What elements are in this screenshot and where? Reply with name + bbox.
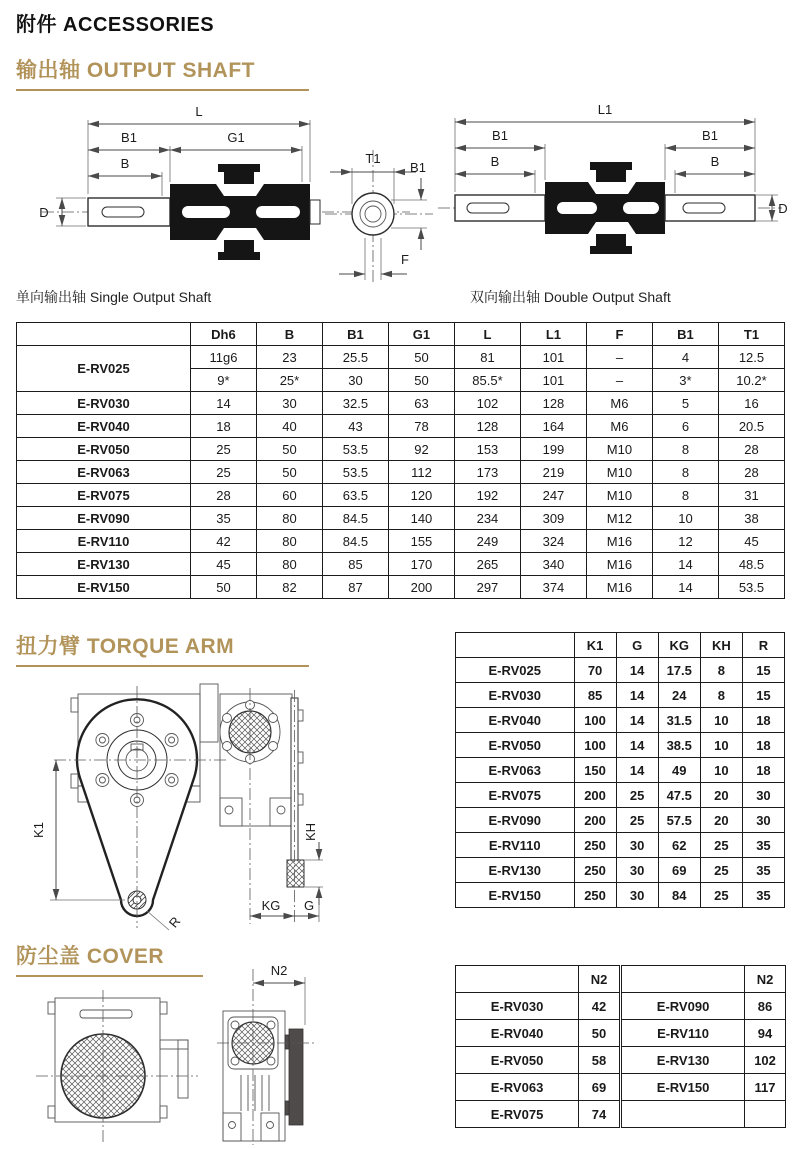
value-cell: 4 xyxy=(652,346,718,369)
cover-side-drawing xyxy=(215,963,340,1149)
value-cell: 53.5 xyxy=(322,461,388,484)
value-cell: 324 xyxy=(520,530,586,553)
table-row xyxy=(456,808,785,833)
table-row xyxy=(456,993,620,1020)
value-cell: 140 xyxy=(388,507,454,530)
value-cell: 25 xyxy=(190,438,256,461)
dim-label-B1-left: B1 xyxy=(492,128,508,143)
value-cell: 102 xyxy=(745,1047,786,1074)
column-header: T1 xyxy=(718,323,784,346)
dim-label-B-right: B xyxy=(710,154,720,169)
value-cell: 101 xyxy=(520,346,586,369)
column-header: N2 xyxy=(579,966,620,993)
table-row xyxy=(456,1101,620,1128)
value-cell: 50 xyxy=(256,438,322,461)
model-cell: E-RV063 xyxy=(456,758,575,783)
section-heading-torque-arm: 扭力臂 TORQUE ARM xyxy=(16,630,309,667)
dim-label-B1-section: B1 xyxy=(410,160,426,175)
value-cell: 10 xyxy=(700,758,742,783)
table-row xyxy=(17,392,785,415)
value-cell: 128 xyxy=(520,392,586,415)
dim-label-KH: KH xyxy=(303,822,318,842)
value-cell: – xyxy=(586,369,652,392)
table-row xyxy=(456,783,785,808)
model-cell: E-RV040 xyxy=(17,415,191,438)
value-cell: 84.5 xyxy=(322,507,388,530)
caption-double-output-shaft: 双向输出轴 Double Output Shaft xyxy=(470,289,671,305)
dim-label-T1: T1 xyxy=(365,151,381,166)
value-cell: 43 xyxy=(322,415,388,438)
value-cell: 155 xyxy=(388,530,454,553)
value-cell: 31.5 xyxy=(658,708,700,733)
value-cell: 31 xyxy=(718,484,784,507)
dim-label-B1: B1 xyxy=(121,130,137,145)
value-cell: M16 xyxy=(586,576,652,599)
table-header-row xyxy=(17,323,785,346)
model-cell: E-RV040 xyxy=(456,1020,579,1047)
value-cell: 297 xyxy=(454,576,520,599)
value-cell: 14 xyxy=(652,553,718,576)
value-cell: 173 xyxy=(454,461,520,484)
value-cell: 25* xyxy=(256,369,322,392)
value-cell: 80 xyxy=(256,530,322,553)
value-cell: 60 xyxy=(256,484,322,507)
model-cell: E-RV050 xyxy=(456,733,575,758)
value-cell: 85.5* xyxy=(454,369,520,392)
value-cell: 50 xyxy=(388,346,454,369)
value-cell: 42 xyxy=(190,530,256,553)
value-cell: 57.5 xyxy=(658,808,700,833)
model-cell: E-RV075 xyxy=(456,783,575,808)
value-cell: 45 xyxy=(190,553,256,576)
value-cell: 340 xyxy=(520,553,586,576)
table-row xyxy=(17,461,785,484)
page-title: 附件 ACCESSORIES xyxy=(16,14,215,36)
section-heading-cover: 防尘盖 COVER xyxy=(16,940,203,977)
value-cell: 25.5 xyxy=(322,346,388,369)
value-cell: 63.5 xyxy=(322,484,388,507)
value-cell: 18 xyxy=(742,733,784,758)
value-cell: M6 xyxy=(586,392,652,415)
model-cell: E-RV063 xyxy=(17,461,191,484)
value-cell: 199 xyxy=(520,438,586,461)
column-header: K1 xyxy=(574,633,616,658)
value-cell: 82 xyxy=(256,576,322,599)
double-output-shaft-drawing xyxy=(430,100,790,290)
value-cell: 25 xyxy=(700,833,742,858)
model-cell: E-RV025 xyxy=(456,658,575,683)
table-row xyxy=(622,993,786,1020)
value-cell: 15 xyxy=(742,658,784,683)
value-cell: M16 xyxy=(586,530,652,553)
model-cell: E-RV030 xyxy=(456,683,575,708)
value-cell: 47.5 xyxy=(658,783,700,808)
table-row xyxy=(456,833,785,858)
value-cell: 9* xyxy=(190,369,256,392)
torque-arm-side-drawing xyxy=(215,682,335,932)
value-cell: 87 xyxy=(322,576,388,599)
value-cell: 18 xyxy=(742,758,784,783)
value-cell: 81 xyxy=(454,346,520,369)
value-cell: 11g6 xyxy=(190,346,256,369)
value-cell: 12 xyxy=(652,530,718,553)
value-cell: 12.5 xyxy=(718,346,784,369)
table-row xyxy=(17,438,785,461)
value-cell: 150 xyxy=(574,758,616,783)
table-header-row xyxy=(456,633,785,658)
cover-tables xyxy=(455,965,787,1128)
value-cell: 8 xyxy=(652,461,718,484)
torque-arm-front-drawing xyxy=(30,682,240,932)
value-cell: M16 xyxy=(586,553,652,576)
value-cell: 14 xyxy=(616,733,658,758)
table-row xyxy=(456,1047,620,1074)
column-header: L1 xyxy=(520,323,586,346)
value-cell: 30 xyxy=(616,833,658,858)
column-header: KH xyxy=(700,633,742,658)
value-cell: 20 xyxy=(700,783,742,808)
value-cell: 14 xyxy=(616,683,658,708)
value-cell: 69 xyxy=(579,1074,620,1101)
value-cell: 80 xyxy=(256,553,322,576)
column-header: N2 xyxy=(745,966,786,993)
value-cell: 86 xyxy=(745,993,786,1020)
model-cell: E-RV110 xyxy=(17,530,191,553)
value-cell: 15 xyxy=(742,683,784,708)
value-cell: 84 xyxy=(658,883,700,908)
value-cell: 30 xyxy=(616,858,658,883)
value-cell: 25 xyxy=(616,808,658,833)
model-cell: E-RV050 xyxy=(456,1047,579,1074)
value-cell: 25 xyxy=(616,783,658,808)
table-row xyxy=(456,708,785,733)
value-cell: 28 xyxy=(190,484,256,507)
model-cell: E-RV050 xyxy=(17,438,191,461)
dim-label-G: G xyxy=(303,898,315,913)
value-cell: 10.2* xyxy=(718,369,784,392)
value-cell: M10 xyxy=(586,438,652,461)
value-cell: 28 xyxy=(718,461,784,484)
value-cell: 102 xyxy=(454,392,520,415)
value-cell: 25 xyxy=(190,461,256,484)
torque-arm-table xyxy=(455,632,785,908)
value-cell: 69 xyxy=(658,858,700,883)
value-cell: 24 xyxy=(658,683,700,708)
column-header xyxy=(17,323,191,346)
value-cell: 374 xyxy=(520,576,586,599)
model-cell: E-RV150 xyxy=(17,576,191,599)
model-cell: E-RV075 xyxy=(17,484,191,507)
value-cell: 32.5 xyxy=(322,392,388,415)
value-cell: 3* xyxy=(652,369,718,392)
value-cell: 48.5 xyxy=(718,553,784,576)
value-cell: 35 xyxy=(742,883,784,908)
value-cell: 20.5 xyxy=(718,415,784,438)
value-cell: 35 xyxy=(742,858,784,883)
value-cell: 200 xyxy=(574,808,616,833)
dim-label-B: B xyxy=(120,156,130,171)
dim-label-F: F xyxy=(401,252,409,267)
dim-label-G1: G1 xyxy=(227,130,245,145)
value-cell: 234 xyxy=(454,507,520,530)
column-header: L xyxy=(454,323,520,346)
value-cell: 30 xyxy=(742,783,784,808)
model-cell: E-RV090 xyxy=(17,507,191,530)
value-cell: 30 xyxy=(742,808,784,833)
value-cell: M10 xyxy=(586,484,652,507)
value-cell: 128 xyxy=(454,415,520,438)
value-cell: 200 xyxy=(388,576,454,599)
value-cell: 92 xyxy=(388,438,454,461)
value-cell: 25 xyxy=(700,883,742,908)
value-cell: 50 xyxy=(579,1020,620,1047)
value-cell: 8 xyxy=(700,658,742,683)
value-cell: 170 xyxy=(388,553,454,576)
model-cell: E-RV040 xyxy=(456,708,575,733)
value-cell: 70 xyxy=(574,658,616,683)
value-cell: 50 xyxy=(190,576,256,599)
value-cell: 219 xyxy=(520,461,586,484)
value-cell: 10 xyxy=(700,733,742,758)
value-cell: 28 xyxy=(718,438,784,461)
dim-label-D-double: D xyxy=(778,201,788,216)
value-cell: M6 xyxy=(586,415,652,438)
value-cell: 53.5 xyxy=(322,438,388,461)
column-header: B xyxy=(256,323,322,346)
table-row xyxy=(456,1020,620,1047)
shaft-section-drawing xyxy=(315,142,440,292)
value-cell: 164 xyxy=(520,415,586,438)
section-heading-output-shaft: 输出轴 OUTPUT SHAFT xyxy=(16,54,309,91)
column-header: B1 xyxy=(652,323,718,346)
value-cell: 35 xyxy=(742,833,784,858)
value-cell: M10 xyxy=(586,461,652,484)
column-header: R xyxy=(742,633,784,658)
table-row xyxy=(622,1047,786,1074)
model-cell: E-RV025 xyxy=(17,346,191,392)
column-header xyxy=(622,966,745,993)
value-cell: 84.5 xyxy=(322,530,388,553)
value-cell: 20 xyxy=(700,808,742,833)
value-cell: 50 xyxy=(256,461,322,484)
value-cell: 8 xyxy=(700,683,742,708)
table-row xyxy=(622,1101,786,1128)
value-cell: 265 xyxy=(454,553,520,576)
value-cell: 100 xyxy=(574,733,616,758)
table-row xyxy=(622,1020,786,1047)
table-row xyxy=(17,576,785,599)
value-cell: 74 xyxy=(579,1101,620,1128)
column-header: KG xyxy=(658,633,700,658)
model-cell: E-RV090 xyxy=(456,808,575,833)
value-cell: 30 xyxy=(256,392,322,415)
value-cell: 250 xyxy=(574,883,616,908)
table-row xyxy=(622,1074,786,1101)
cover-table-left xyxy=(455,965,620,1128)
table-row xyxy=(456,658,785,683)
value-cell: 112 xyxy=(388,461,454,484)
value-cell: 35 xyxy=(190,507,256,530)
model-cell: E-RV090 xyxy=(622,993,745,1020)
model-cell xyxy=(622,1101,745,1128)
dim-label-KG: KG xyxy=(261,898,281,913)
value-cell: M12 xyxy=(586,507,652,530)
value-cell: 120 xyxy=(388,484,454,507)
table-header-row xyxy=(622,966,786,993)
table-row xyxy=(17,530,785,553)
value-cell: 249 xyxy=(454,530,520,553)
value-cell: 10 xyxy=(652,507,718,530)
value-cell: 42 xyxy=(579,993,620,1020)
model-cell: E-RV130 xyxy=(17,553,191,576)
dim-label-K1: K1 xyxy=(31,822,46,838)
dim-label-R: R xyxy=(165,913,184,931)
table-row xyxy=(17,507,785,530)
value-cell: 63 xyxy=(388,392,454,415)
table-row xyxy=(456,758,785,783)
table-row xyxy=(17,484,785,507)
column-header xyxy=(456,966,579,993)
cover-table-right xyxy=(621,965,786,1128)
value-cell: 45 xyxy=(718,530,784,553)
value-cell: 8 xyxy=(652,438,718,461)
value-cell: 10 xyxy=(700,708,742,733)
dim-label-B1-right: B1 xyxy=(702,128,718,143)
value-cell: 250 xyxy=(574,858,616,883)
table-row xyxy=(17,415,785,438)
value-cell: 23 xyxy=(256,346,322,369)
value-cell: 80 xyxy=(256,507,322,530)
value-cell: 14 xyxy=(616,708,658,733)
value-cell: 247 xyxy=(520,484,586,507)
model-cell: E-RV110 xyxy=(456,833,575,858)
value-cell: 14 xyxy=(652,576,718,599)
value-cell: 38 xyxy=(718,507,784,530)
value-cell: 62 xyxy=(658,833,700,858)
value-cell: 153 xyxy=(454,438,520,461)
column-header: B1 xyxy=(322,323,388,346)
value-cell: 6 xyxy=(652,415,718,438)
value-cell: 38.5 xyxy=(658,733,700,758)
table-row xyxy=(456,683,785,708)
value-cell: 14 xyxy=(616,658,658,683)
value-cell: 100 xyxy=(574,708,616,733)
value-cell: 30 xyxy=(616,883,658,908)
value-cell: 58 xyxy=(579,1047,620,1074)
value-cell: 8 xyxy=(652,484,718,507)
table-row xyxy=(456,1074,620,1101)
value-cell: 85 xyxy=(322,553,388,576)
model-cell: E-RV130 xyxy=(456,858,575,883)
column-header: Dh6 xyxy=(190,323,256,346)
value-cell xyxy=(745,1101,786,1128)
value-cell: 309 xyxy=(520,507,586,530)
value-cell: – xyxy=(586,346,652,369)
model-cell: E-RV130 xyxy=(622,1047,745,1074)
column-header: F xyxy=(586,323,652,346)
value-cell: 53.5 xyxy=(718,576,784,599)
value-cell: 18 xyxy=(742,708,784,733)
caption-single-output-shaft: 单向输出轴 Single Output Shaft xyxy=(16,289,212,305)
table-row xyxy=(456,858,785,883)
output-shaft-table xyxy=(16,322,785,599)
dim-label-B-left: B xyxy=(490,154,500,169)
value-cell: 94 xyxy=(745,1020,786,1047)
value-cell: 18 xyxy=(190,415,256,438)
value-cell: 14 xyxy=(190,392,256,415)
model-cell: E-RV150 xyxy=(456,883,575,908)
table-row xyxy=(456,883,785,908)
dim-label-L: L xyxy=(195,104,203,119)
value-cell: 117 xyxy=(745,1074,786,1101)
value-cell: 30 xyxy=(322,369,388,392)
value-cell: 192 xyxy=(454,484,520,507)
table-row xyxy=(456,733,785,758)
value-cell: 50 xyxy=(388,369,454,392)
model-cell: E-RV110 xyxy=(622,1020,745,1047)
model-cell: E-RV063 xyxy=(456,1074,579,1101)
value-cell: 78 xyxy=(388,415,454,438)
value-cell: 25 xyxy=(700,858,742,883)
value-cell: 5 xyxy=(652,392,718,415)
model-cell: E-RV150 xyxy=(622,1074,745,1101)
table-row xyxy=(17,346,785,369)
value-cell: 200 xyxy=(574,783,616,808)
value-cell: 40 xyxy=(256,415,322,438)
value-cell: 101 xyxy=(520,369,586,392)
model-cell: E-RV030 xyxy=(456,993,579,1020)
value-cell: 17.5 xyxy=(658,658,700,683)
dim-label-D: D xyxy=(39,205,49,220)
table-row xyxy=(17,553,785,576)
value-cell: 250 xyxy=(574,833,616,858)
column-header xyxy=(456,633,575,658)
column-header: G1 xyxy=(388,323,454,346)
cover-front-drawing xyxy=(30,988,235,1146)
dim-label-L1: L1 xyxy=(597,102,613,117)
column-header: G xyxy=(616,633,658,658)
value-cell: 49 xyxy=(658,758,700,783)
value-cell: 16 xyxy=(718,392,784,415)
model-cell: E-RV075 xyxy=(456,1101,579,1128)
table-header-row xyxy=(456,966,620,993)
dim-label-N2: N2 xyxy=(270,963,288,978)
value-cell: 14 xyxy=(616,758,658,783)
value-cell: 85 xyxy=(574,683,616,708)
model-cell: E-RV030 xyxy=(17,392,191,415)
